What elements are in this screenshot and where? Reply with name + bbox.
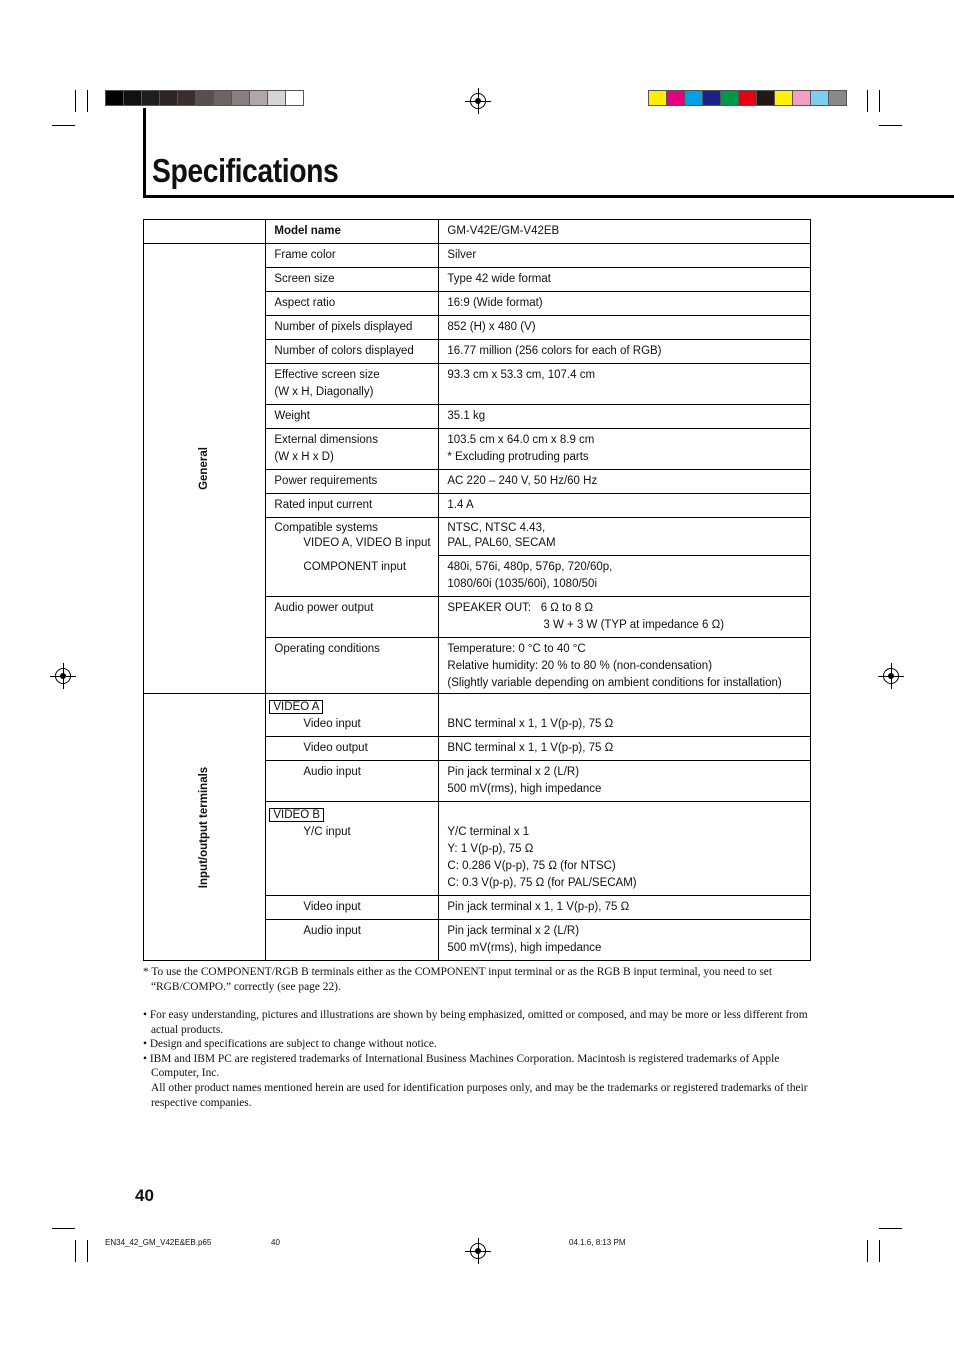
specifications-table <box>143 219 811 961</box>
video-a-tag: VIDEO A <box>269 700 323 714</box>
note-item: • Design and specifications are subject to change without notice. <box>143 1038 437 1051</box>
note-item: All other product names mentioned herein are used for identification purposes only, and may be the trademarks or registered trademarks of their respective companies. <box>151 1081 808 1109</box>
crop-mark <box>52 1228 75 1229</box>
color-swatch <box>267 90 286 106</box>
group-io-terminals: Input/output terminals <box>144 694 266 961</box>
table-row <box>144 694 811 737</box>
spec-value: BNC terminal x 1, 1 V(p-p), 75 Ω <box>439 737 811 761</box>
notes-list <box>143 1008 815 1110</box>
model-name-label: Model name <box>266 220 439 244</box>
color-swatch <box>684 90 703 106</box>
footer-date: 04.1.6, 8:13 PM <box>569 1238 626 1247</box>
spec-label: Frame color <box>266 244 439 268</box>
spec-label: Screen size <box>266 268 439 292</box>
registration-mark-icon <box>470 1243 486 1259</box>
color-swatch <box>774 90 793 106</box>
color-swatch <box>756 90 775 106</box>
model-name-value: GM-V42E/GM-V42EB <box>439 220 811 244</box>
spec-value: Pin jack terminal x 1, 1 V(p-p), 75 Ω <box>439 896 811 920</box>
spec-value: BNC terminal x 1, 1 V(p-p), 75 Ω <box>439 694 811 737</box>
spec-value: AC 220 – 240 V, 50 Hz/60 Hz <box>439 470 811 494</box>
spec-value: 16.77 million (256 colors for each of RGB) <box>439 340 811 364</box>
footer-filename: EN34_42_GM_V42E&EB.p65 <box>105 1238 212 1247</box>
registration-mark-icon <box>55 668 71 684</box>
spec-value: SPEAKER OUT: 6 Ω to 8 Ω 3 W + 3 W (TYP at impedance 6 Ω) <box>439 597 811 638</box>
color-swatch <box>177 90 196 106</box>
table-row <box>144 220 811 244</box>
spec-value: 103.5 cm x 64.0 cm x 8.9 cm * Excluding protruding parts <box>439 429 811 470</box>
crop-mark <box>75 90 76 112</box>
crop-mark <box>879 1240 880 1262</box>
crop-mark <box>87 90 88 112</box>
spec-value: NTSC, NTSC 4.43, PAL, PAL60, SECAM <box>439 518 811 556</box>
spec-value: 852 (H) x 480 (V) <box>439 316 811 340</box>
footnote: * To use the COMPONENT/RGB B terminals either as the COMPONENT input terminal or as the RGB B input terminal, you need to set “RGB/COMPO.” correctly (see page 22). <box>143 966 772 993</box>
spec-label: Compatible systems VIDEO A, VIDEO B input <box>266 518 439 556</box>
video-b-tag: VIDEO B <box>269 808 324 822</box>
color-swatch <box>828 90 847 106</box>
color-swatch <box>123 90 142 106</box>
color-swatch <box>231 90 250 106</box>
color-swatch <box>648 90 667 106</box>
spec-value: 16:9 (Wide format) <box>439 292 811 316</box>
spec-value: 35.1 kg <box>439 405 811 429</box>
color-swatch <box>141 90 160 106</box>
color-swatch <box>285 90 304 106</box>
spec-label: Audio power output <box>266 597 439 638</box>
page-number: 40 <box>135 1186 154 1205</box>
crop-mark <box>879 125 902 126</box>
page-title: Specifications <box>152 152 339 189</box>
crop-mark <box>879 90 880 112</box>
spec-label: Aspect ratio <box>266 292 439 316</box>
note-item: • For easy understanding, pictures and illustrations are shown by being emphasized, omitted or composed, and may be more or less different from actual products. <box>143 1009 808 1036</box>
spec-label: Effective screen size (W x H, Diagonally) <box>266 364 439 405</box>
color-swatch <box>702 90 721 106</box>
spec-label: Rated input current <box>266 494 439 518</box>
crop-mark <box>52 125 75 126</box>
color-swatch <box>792 90 811 106</box>
spec-label: Number of pixels displayed <box>266 316 439 340</box>
spec-label: COMPONENT input <box>266 556 439 597</box>
crop-mark <box>75 1240 76 1262</box>
title-frame-left-rule <box>143 108 146 198</box>
color-swatch <box>249 90 268 106</box>
spec-value: Temperature: 0 °C to 40 °C Relative humidity: 20 % to 80 % (non-condensation) (Slightly variable depending on ambient conditions for installation) <box>439 638 811 694</box>
spec-value: 1.4 A <box>439 494 811 518</box>
spec-label: VIDEO A Video input <box>266 694 439 737</box>
spec-label: External dimensions (W x H x D) <box>266 429 439 470</box>
color-swatch <box>195 90 214 106</box>
spec-value: Type 42 wide format <box>439 268 811 292</box>
footer-page: 40 <box>271 1238 280 1247</box>
spec-label: Power requirements <box>266 470 439 494</box>
title-frame-bottom-rule <box>143 195 954 198</box>
crop-mark <box>879 1228 902 1229</box>
color-swatch <box>666 90 685 106</box>
spec-label: Audio input <box>266 761 439 802</box>
spec-value: 480i, 576i, 480p, 576p, 720/60p, 1080/60i (1035/60i), 1080/50i <box>439 556 811 597</box>
spec-label: Audio input <box>266 920 439 961</box>
spec-value: Y/C terminal x 1 Y: 1 V(p-p), 75 Ω C: 0.286 V(p-p), 75 Ω (for NTSC) C: 0.3 V(p-p), 75 Ω (for PAL/SECAM) <box>439 802 811 896</box>
spec-value: 93.3 cm x 53.3 cm, 107.4 cm <box>439 364 811 405</box>
crop-mark <box>87 1240 88 1262</box>
spec-value: Pin jack terminal x 2 (L/R) 500 mV(rms), high impedance <box>439 761 811 802</box>
spec-label: Video output <box>266 737 439 761</box>
crop-mark <box>867 1240 868 1262</box>
spec-label: VIDEO B Y/C input <box>266 802 439 896</box>
spec-value: Silver <box>439 244 811 268</box>
color-swatch <box>213 90 232 106</box>
group-general: General <box>144 244 266 694</box>
table-row <box>144 244 811 268</box>
registration-mark-icon <box>470 93 486 109</box>
note-item: • IBM and IBM PC are registered trademarks of International Business Machines Corporation. Macintosh is registered trademarks of Apple Computer, Inc. <box>143 1052 780 1080</box>
spec-value: Pin jack terminal x 2 (L/R) 500 mV(rms), high impedance <box>439 920 811 961</box>
spec-label: Operating conditions <box>266 638 439 694</box>
color-swatch <box>738 90 757 106</box>
color-swatch <box>720 90 739 106</box>
color-swatch <box>159 90 178 106</box>
spec-label: Video input <box>266 896 439 920</box>
color-swatch <box>810 90 829 106</box>
registration-mark-icon <box>883 668 899 684</box>
spec-label: Number of colors displayed <box>266 340 439 364</box>
spec-label: Weight <box>266 405 439 429</box>
color-swatch <box>105 90 124 106</box>
crop-mark <box>867 90 868 112</box>
